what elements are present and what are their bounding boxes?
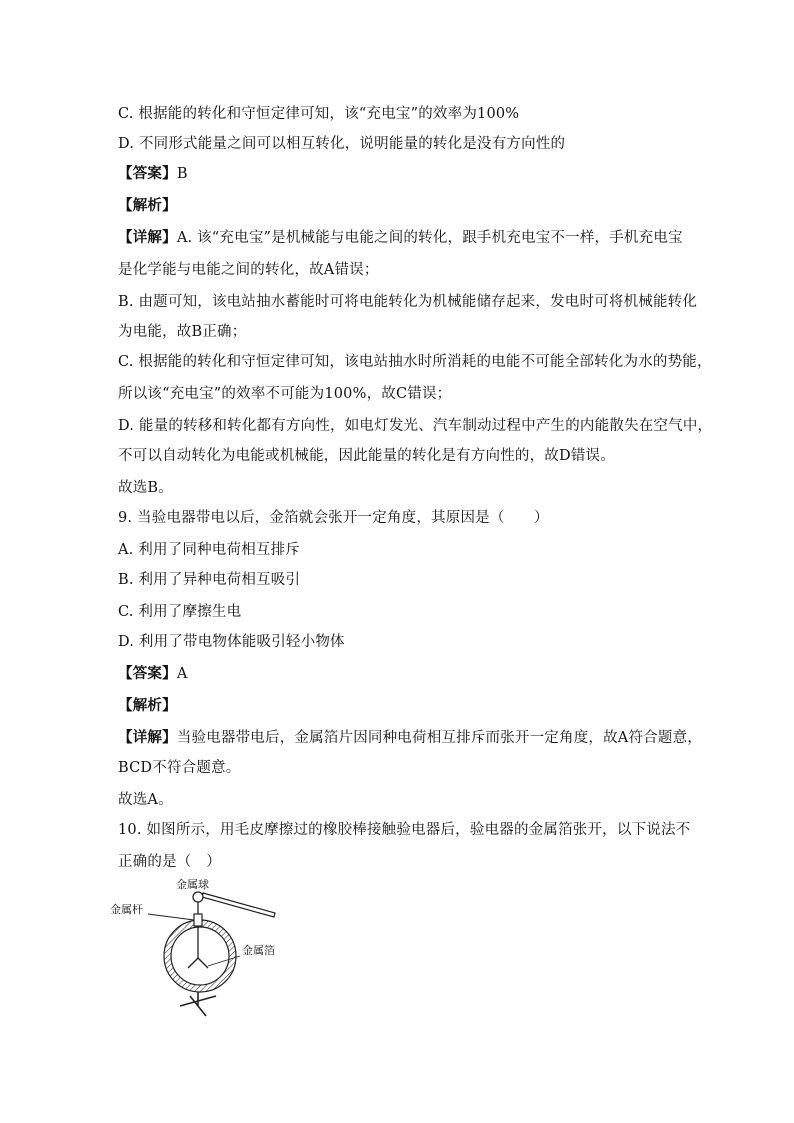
- text-line: [118, 728, 702, 748]
- text-line: [118, 292, 697, 312]
- line-text: 为电能，故B正确；: [118, 324, 247, 340]
- text-line: [118, 602, 241, 622]
- section-tag: 【解析】: [118, 197, 177, 214]
- line-text: D. 能量的转移和转化都有方向性，如电灯发光、汽车制动过程中产生的内能散失在空气中，: [118, 418, 713, 434]
- text-line: [118, 632, 345, 652]
- text-line: [118, 540, 300, 560]
- text-line: [118, 852, 221, 872]
- stopper: [194, 914, 202, 926]
- section-tag: 【答案】: [118, 665, 177, 682]
- label-metal-ball: 金属球: [176, 878, 209, 891]
- rubber-rod: [202, 893, 275, 917]
- text-line: [118, 352, 712, 372]
- line-text: 所以该“充电宝”的效率不可能为100%，故C错误；: [118, 386, 452, 402]
- line-text: A: [176, 666, 188, 682]
- line-text: C. 根据能的转化和守恒定律可知，该“充电宝”的效率为100%: [118, 106, 520, 122]
- text-line: [118, 446, 615, 466]
- line-text: C. 利用了摩擦生电: [118, 604, 242, 620]
- line-text: 当验电器带电后，金属箔片因同种电荷相互排斥而张开一定角度，故A符合题意，: [176, 730, 702, 746]
- line-text: 故选A。: [118, 792, 173, 808]
- text-line: [118, 196, 177, 216]
- electroscope-diagram: [110, 872, 310, 1022]
- section-tag: 【解析】: [118, 697, 177, 714]
- text-line: [118, 260, 379, 280]
- line-text: B. 由题可知，该电站抽水蓄能时可将电能转化为机械能储存起来，发电时可将机械能转化: [118, 294, 698, 310]
- text-line: [118, 820, 690, 840]
- label-metal-rod: 金属杆: [110, 903, 143, 916]
- line-text: D. 不同形式能量之间可以相互转化，说明能量的转化是没有方向性的: [118, 136, 566, 152]
- text-line: [118, 664, 187, 684]
- text-line: [118, 696, 177, 716]
- line-text: C. 根据能的转化和守恒定律可知，该电站抽水时所消耗的电能不可能全部转化为水的势能，: [118, 354, 712, 370]
- text-line: [118, 384, 451, 404]
- line-text: 是化学能与电能之间的转化，故A错误；: [118, 262, 379, 278]
- leader-rod: [148, 914, 194, 920]
- electroscope-case-inner: [171, 927, 229, 985]
- line-text: D. 利用了带电物体能吸引轻小物体: [118, 634, 345, 650]
- text-line: [118, 104, 519, 124]
- section-tag: 【答案】: [118, 165, 177, 182]
- line-text: 9. 当验电器带电以后，金箔就会张开一定角度，其原因是（ ）: [118, 510, 549, 526]
- text-line: [118, 416, 712, 436]
- text-line: [118, 322, 246, 342]
- line-text: 正确的是（ ）: [118, 854, 221, 870]
- line-text: 10. 如图所示，用毛皮摩擦过的橡胶棒接触验电器后，验电器的金属箔张开，以下说法不: [118, 822, 691, 838]
- line-text: A. 利用了同种电荷相互排斥: [118, 542, 300, 558]
- line-text: B: [176, 166, 188, 182]
- text-line: [118, 134, 565, 154]
- text-line: [118, 790, 173, 810]
- line-text: 不可以自动转化为电能或机械能，因此能量的转化是有方向性的，故D错误。: [118, 448, 615, 464]
- line-text: B. 利用了异种电荷相互吸引: [118, 572, 301, 588]
- text-line: [118, 228, 683, 248]
- metal-ball: [193, 892, 203, 902]
- electroscope-figure: [110, 872, 310, 1022]
- text-line: [118, 508, 549, 528]
- section-tag: 【详解】: [118, 729, 177, 746]
- line-text: A. 该“充电宝”是机械能与电能之间的转化，跟手机充电宝不一样，手机充电宝: [176, 230, 683, 246]
- section-tag: 【详解】: [118, 229, 177, 246]
- text-line: [118, 164, 188, 184]
- text-line: [118, 478, 173, 498]
- text-line: [118, 758, 240, 778]
- label-metal-foil: 金属箔: [242, 944, 275, 957]
- line-text: 故选B。: [118, 480, 173, 496]
- line-text: BCD不符合题意。: [118, 760, 241, 776]
- text-line: [118, 570, 300, 590]
